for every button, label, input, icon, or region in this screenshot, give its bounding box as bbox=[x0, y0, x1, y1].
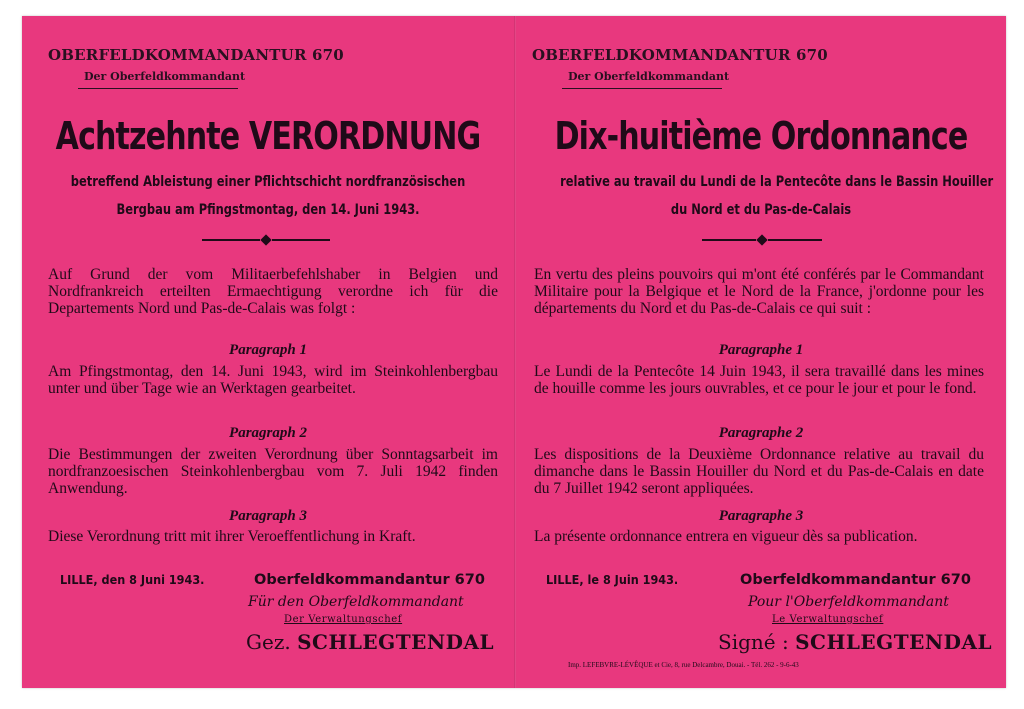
signature-office: Oberfeldkommandantur 670 bbox=[254, 572, 485, 588]
paragraph-3-heading: Paragraph 3 bbox=[229, 508, 307, 524]
signature-line bbox=[246, 630, 494, 654]
poster bbox=[22, 16, 1006, 688]
paragraph-1-text: Am Pfingstmontag, den 14. Juni 1943, wird im Steinkohlenbergbau unter und über Tage wie an Werktagen gearbeitet. bbox=[48, 363, 498, 397]
ornament-divider bbox=[702, 238, 822, 242]
signature-chief: Der Verwaltungschef bbox=[284, 614, 403, 625]
page-title: Dix-huitième Ordonnance bbox=[554, 114, 968, 158]
signature-for: Pour l'Oberfeldkommandant bbox=[748, 594, 949, 610]
subtitle-line-2: Bergbau am Pfingstmontag, den 14. Juni 1943. bbox=[116, 202, 420, 218]
place-date: LILLE, le 8 Juin 1943. bbox=[546, 572, 679, 587]
page-title: Achtzehnte VERORDNUNG bbox=[55, 114, 481, 158]
subtitle-line-2: du Nord et du Pas-de-Calais bbox=[670, 202, 852, 218]
signature-name: SCHLEGTENDAL bbox=[795, 630, 993, 654]
german-column bbox=[22, 16, 514, 688]
paragraph-1-heading: Paragraph 1 bbox=[229, 342, 307, 358]
header-subtitle: Der Oberfeldkommandant bbox=[568, 70, 730, 83]
ornament-divider bbox=[202, 238, 330, 242]
header-title: OBERFELDKOMMANDANTUR 670 bbox=[48, 46, 344, 64]
signature-prefix: Gez. bbox=[246, 630, 291, 654]
signature-line bbox=[718, 630, 992, 654]
paragraph-3-text: Diese Verordnung tritt mit ihrer Veroeffentlichung in Kraft. bbox=[48, 528, 416, 545]
intro-text: Auf Grund der vom Militaerbefehlshaber in Belgien und Nordfrankreich erteilten Ermaechtigung verordne ich für die Departements Nord und Pas-de-Calais was folgt : bbox=[48, 266, 498, 317]
signature-name: SCHLEGTENDAL bbox=[297, 630, 495, 654]
subtitle-line-1: relative au travail du Lundi de la Pentecôte dans le Bassin Houiller bbox=[560, 174, 994, 190]
header-title: OBERFELDKOMMANDANTUR 670 bbox=[532, 46, 828, 64]
paragraph-3-heading: Paragraphe 3 bbox=[718, 508, 804, 524]
paragraph-3-text: La présente ordonnance entrera en vigueur dès sa publication. bbox=[534, 528, 918, 545]
signature-prefix: Signé : bbox=[718, 630, 789, 654]
header-rule bbox=[562, 88, 722, 89]
paragraph-2-text: Les dispositions de la Deuxième Ordonnance relative au travail du dimanche dans le Bassin Houiller du Nord et du Pas-de-Calais en date du 7 Juillet 1942 seront appliquées. bbox=[534, 446, 984, 497]
paragraph-1-heading: Paragraphe 1 bbox=[718, 342, 804, 358]
paragraph-1-text: Le Lundi de la Pentecôte 14 Juin 1943, il sera travaillé dans les mines de houille comme les jours ouvrables, et ce pour le jour et pour le fond. bbox=[534, 363, 984, 397]
place-date: LILLE, den 8 Juni 1943. bbox=[60, 572, 205, 587]
header-subtitle: Der Oberfeldkommandant bbox=[84, 70, 246, 83]
french-column bbox=[516, 16, 1006, 688]
paragraph-2-text: Die Bestimmungen der zweiten Verordnung über Sonntagsarbeit im nordfranzoesischen Steinkohlenbergbau vom 7. Juli 1942 finden Anwendung. bbox=[48, 446, 498, 497]
paragraph-2-heading: Paragraphe 2 bbox=[718, 425, 804, 441]
header-rule bbox=[78, 88, 238, 89]
intro-text: En vertu des pleins pouvoirs qui m'ont été conférés par le Commandant Militaire pour la Belgique et le Nord de la France, j'ordonne pour les départements du Nord et du Pas-de-Calais ce qui suit : bbox=[534, 266, 984, 317]
subtitle-line-1: betreffend Ableistung einer Pflichtschicht nordfranzösischen bbox=[70, 174, 466, 190]
paragraph-2-heading: Paragraph 2 bbox=[229, 425, 307, 441]
signature-office: Oberfeldkommandantur 670 bbox=[740, 572, 971, 588]
signature-chief: Le Verwaltungschef bbox=[772, 614, 884, 625]
printer-imprint: Imp. LEFEBVRE-LÉVÊQUE et Cie, 8, rue Delcambre, Douai. - Tél. 262 - 9-6-43 bbox=[568, 661, 799, 669]
signature-for: Für den Oberfeldkommandant bbox=[248, 594, 464, 610]
